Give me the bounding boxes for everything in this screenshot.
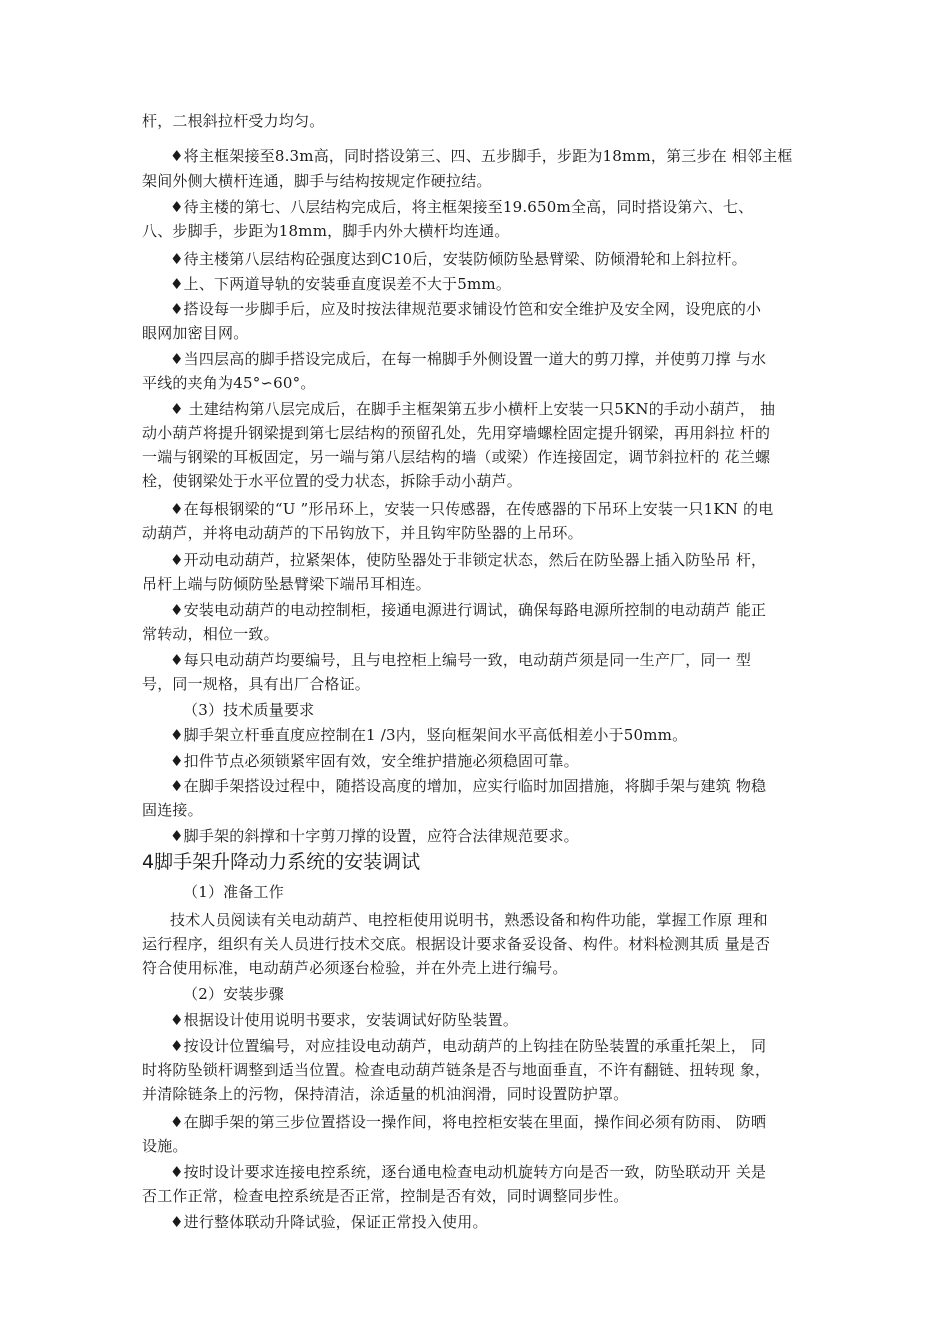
text-line: 架间外侧大横杆连通，脚手与结构按规定作硬拉结。: [142, 172, 492, 190]
text-line: 固连接。: [142, 801, 203, 819]
text-line: ♦将主框架接至8.3m高，同时搭设第三、四、五步脚手，步距为18mm，第三步在 相邻主框: [170, 147, 793, 165]
text-line: ♦ 土建结构第八层完成后，在脚手主框架第五步小横杆上安装一只5KN的手动小葫芦， 抽: [170, 400, 776, 418]
text-line: 一端与钢梁的耳板固定，另一端与第八层结构的墙（或梁）作连接固定，调节斜拉杆的 花兰螺: [142, 448, 771, 466]
text-line: ♦上、下两道导轨的安装垂直度误差不大于5mm。: [170, 275, 512, 293]
text-line: ♦每只电动葫芦均要编号，且与电控柜上编号一致，电动葫芦须是同一生产厂，同一 型: [170, 651, 752, 669]
text-line: ♦安装电动葫芦的电动控制柜，接通电源进行调试，确保每路电源所控制的电动葫芦 能正: [170, 601, 767, 619]
text-line: 号，同一规格，具有出厂合格证。: [142, 675, 371, 693]
text-line: 平线的夹角为45°∽60°。: [142, 374, 316, 392]
text-line: ♦脚手架的斜撑和十字剪刀撑的设置，应符合法律规范要求。: [170, 827, 579, 845]
text-line: ♦脚手架立杆垂直度应控制在1 /3内，竖向框架间水平高低相差小于50mm。: [170, 726, 688, 744]
text-line: 八、步脚手，步距为18mm，脚手内外大横杆均连通。: [142, 222, 510, 240]
text-line: ♦根据设计使用说明书要求，安装调试好防坠装置。: [170, 1011, 519, 1029]
text-line: ♦当四层高的脚手搭设完成后，在每一棉脚手外侧设置一道大的剪刀撑，并使剪刀撑 与水: [170, 350, 767, 368]
text-line: ♦按设计位置编号，对应挂设电动葫芦，电动葫芦的上钩挂在防坠装置的承重托架上， 同: [170, 1037, 767, 1055]
text-line: 时将防坠锁杆调整到适当位置。检查电动葫芦链条是否与地面垂直，不许有翻链、扭转现 象，: [142, 1061, 771, 1079]
text-line: ♦待主楼第八层结构砼强度达到C10后，安装防倾防坠悬臂梁、防倾滑轮和上斜拉杆。: [170, 250, 747, 268]
text-line: 常转动，相位一致。: [142, 625, 279, 643]
text-line: 技术人员阅读有关电动葫芦、电控柜使用说明书，熟悉设备和构件功能，掌握工作原 理和: [170, 911, 768, 929]
text-line: 并清除链条上的污物，保持清洁，涂适量的机油润滑，同时设置防护罩。: [142, 1085, 629, 1103]
text-line: 动葫芦，并将电动葫芦的下吊钩放下，并且钩牢防坠器的上吊环。: [142, 524, 583, 542]
text-line: ♦按时设计要求连接电控系统，逐台通电检查电动机旋转方向是否一致，防坠联动开 关是: [170, 1163, 767, 1181]
section-subheading: （2）安装步骤: [183, 985, 284, 1003]
text-line: 吊杆上端与防倾防坠悬臂梁下端吊耳相连。: [142, 575, 431, 593]
text-line: 眼网加密目网。: [142, 324, 249, 342]
section-subheading: （3）技术质量要求: [183, 701, 315, 719]
text-line: 否工作正常，检查电控系统是否正常，控制是否有效，同时调整同步性。: [142, 1187, 629, 1205]
text-line: ♦在脚手架的第三步位置搭设一操作间，将电控柜安装在里面，操作间必须有防雨、 防晒: [170, 1113, 767, 1131]
text-line: 动小葫芦将提升钢梁提到第七层结构的预留孔处，先用穿墙螺栓固定提升钢梁，再用斜拉 杆的: [142, 424, 771, 442]
text-line: ♦待主楼的第七、八层结构完成后，将主框架接至19.650m全高，同时搭设第六、七、: [170, 198, 754, 216]
text-line: 杆，二根斜拉杆受力均匀。: [142, 112, 325, 130]
text-line: ♦开动电动葫芦，拉紧架体，使防坠器处于非锁定状态，然后在防坠器上插入防坠吊 杆，: [170, 551, 767, 569]
text-line: 符合使用标准，电动葫芦必须逐台检验，并在外壳上进行编号。: [142, 959, 568, 977]
text-line: ♦在脚手架搭设过程中，随搭设高度的增加，应实行临时加固措施，将脚手架与建筑 物稳: [170, 777, 767, 795]
text-line: 设施。: [142, 1137, 188, 1155]
text-line: ♦进行整体联动升降试验，保证正常投入使用。: [170, 1213, 488, 1231]
text-line: ♦在每根钢梁的“U ”形吊环上，安装一只传感器，在传感器的下吊环上安装一只1KN 的电: [170, 500, 774, 518]
section-heading: 4脚手架升降动力系统的安装调试: [142, 851, 421, 873]
section-subheading: （1）准备工作: [183, 883, 284, 901]
text-line: ♦搭设每一步脚手后，应及时按法律规范要求铺设竹笆和安全维护及安全网，设兜底的小: [170, 300, 762, 318]
text-line: 栓，使钢梁处于水平位置的受力状态，拆除手动小葫芦。: [142, 472, 523, 490]
text-line: ♦扣件节点必须锁紧牢固有效，安全维护措施必须稳固可靠。: [170, 752, 579, 770]
text-line: 运行程序，组织有关人员进行技术交底。根据设计要求备妥设备、构件。材料检测其质 量是否: [142, 935, 771, 953]
